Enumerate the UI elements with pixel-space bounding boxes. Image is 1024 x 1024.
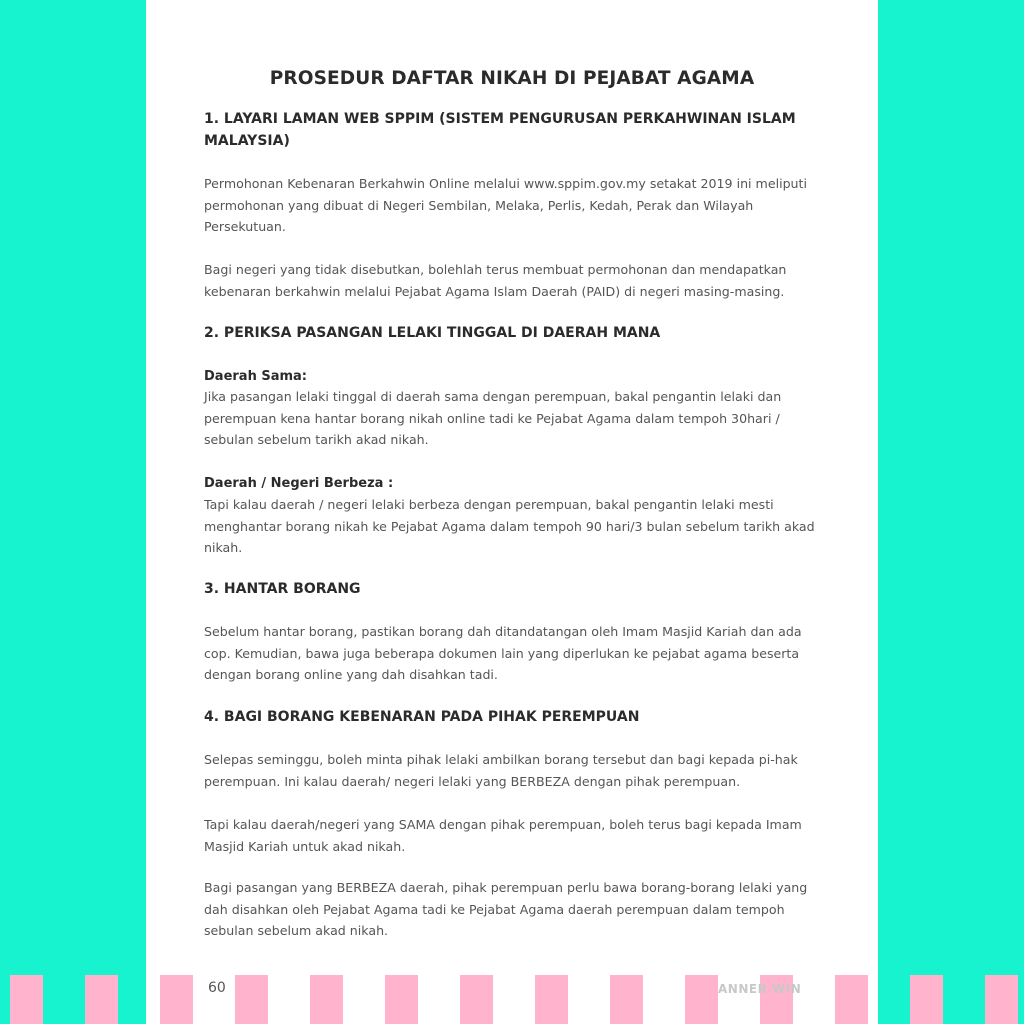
- stripe: [910, 975, 943, 1024]
- section-3-heading: 3. HANTAR BORANG: [204, 581, 361, 597]
- section-4-heading: 4. BAGI BORANG KEBENARAN PADA PIHAK PEREMPUAN: [204, 709, 640, 725]
- page-title: PROSEDUR DAFTAR NIKAH DI PEJABAT AGAMA: [269, 68, 755, 89]
- section-2-paragraph-2: Tapi kalau daerah / negeri lelaki berbeza dengan perempuan, bakal pengantin lelaki mesti menghantar borang nikah ke Pejabat Agama dalam tempoh 90 hari/3 bulan sebelum tarikh akad nikah.: [204, 497, 815, 555]
- section-1-paragraph-1: Permohonan Kebenaran Berkahwin Online melalui www.sppim.gov.my setakat 2019 ini meliputi permohonan yang dibuat di Negeri Sembilan, Melaka, Perlis, Kedah, Perak dan Wilayah Persekutuan.: [204, 176, 807, 234]
- stripe: [10, 975, 43, 1024]
- section-4-paragraph-2: Tapi kalau daerah/negeri yang SAMA dengan pihak perempuan, boleh terus bagi kepada Imam Masjid Kariah untuk akad nikah.: [204, 817, 802, 854]
- section-2-heading: 2. PERIKSA PASANGAN LELAKI TINGGAL DI DAERAH MANA: [204, 325, 661, 341]
- stripe: [235, 975, 268, 1024]
- section-2-subhead-2: Daerah / Negeri Berbeza :: [204, 476, 394, 491]
- section-3-paragraph-1: Sebelum hantar borang, pastikan borang dah ditandatangan oleh Imam Masjid Kariah dan ada cop. Kemudian, bawa juga beberapa dokumen lain yang diperlukan ke pejabat agama beserta dengan borang online yang dah disahkan tadi.: [204, 624, 802, 682]
- footer-brand: ANNER WIN: [718, 982, 802, 996]
- document-page: [146, 0, 878, 1024]
- stripe: [460, 975, 493, 1024]
- section-4-paragraph-3: Bagi pasangan yang BERBEZA daerah, pihak perempuan perlu bawa borang-borang lelaki yang dah disahkan oleh Pejabat Agama tadi ke Pejabat Agama daerah perempuan dalam tempoh sebulan sebelum akad nikah.: [204, 880, 808, 938]
- stripe: [610, 975, 643, 1024]
- section-2-paragraph-1: Jika pasangan lelaki tinggal di daerah sama dengan perempuan, bakal pengantin lelaki dan perempuan kena hantar borang nikah online tadi ke Pejabat Agama dalam tempoh 30hari / sebulan sebelum tarikh akad nikah.: [204, 389, 782, 447]
- stripe: [835, 975, 868, 1024]
- stripe: [385, 975, 418, 1024]
- stripe: [535, 975, 568, 1024]
- stripe: [310, 975, 343, 1024]
- stripe: [985, 975, 1018, 1024]
- section-1-paragraph-2: Bagi negeri yang tidak disebutkan, bolehlah terus membuat permohonan dan mendapatkan kebenaran berkahwin melalui Pejabat Agama Islam Daerah (PAID) di negeri masing-masing.: [204, 262, 787, 299]
- section-4-paragraph-1: Selepas seminggu, boleh minta pihak lelaki ambilkan borang tersebut dan bagi kepada pi-hak perempuan. Ini kalau daerah/ negeri lelaki yang BERBEZA dengan pihak perempuan.: [204, 752, 798, 789]
- section-1-heading: 1. LAYARI LAMAN WEB SPPIM (SISTEM PENGURUSAN PERKAHWINAN ISLAM MALAYSIA): [204, 111, 796, 149]
- stripe: [85, 975, 118, 1024]
- section-2-subhead-1: Daerah Sama:: [204, 369, 307, 384]
- page-number: 60: [208, 980, 226, 996]
- stripe: [685, 975, 718, 1024]
- decorative-stripes: [0, 975, 1024, 1024]
- stripe: [160, 975, 193, 1024]
